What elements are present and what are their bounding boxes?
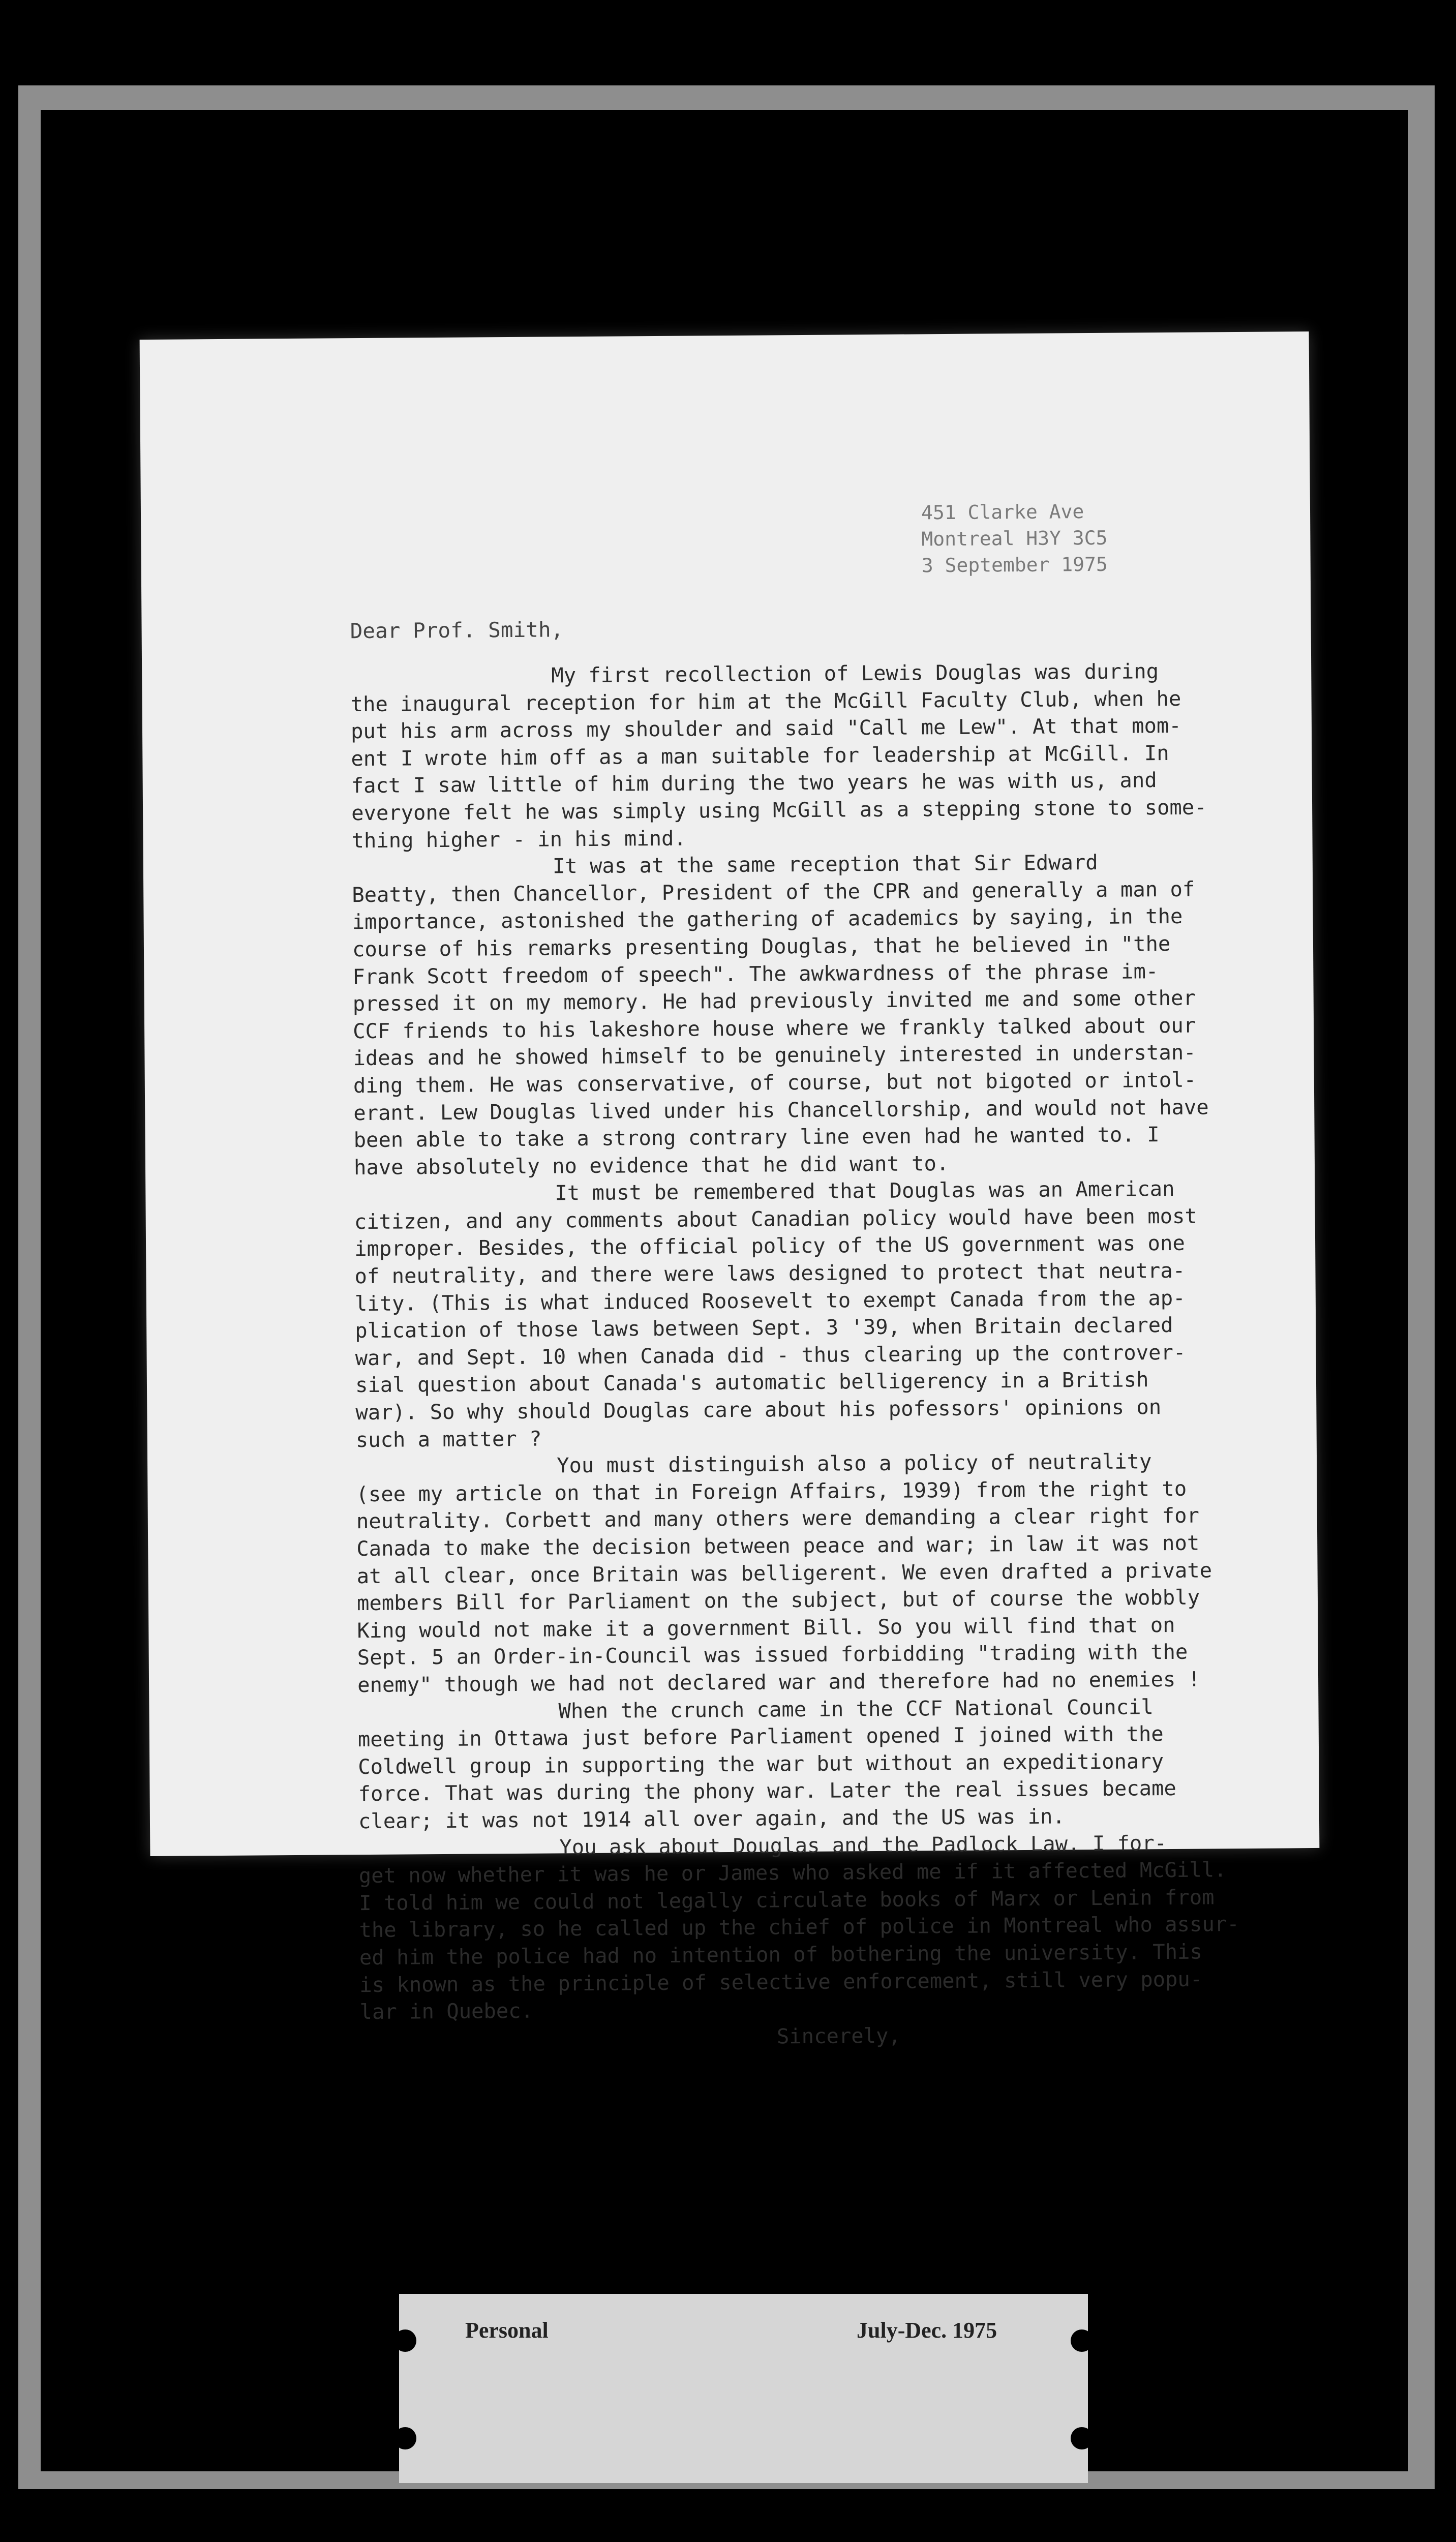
letter-line: such a matter ? (355, 1426, 542, 1452)
letter-line: been able to take a strong contrary line even had he wanted to. I (353, 1122, 1160, 1153)
letter-line: is known as the principle of selective enforcement, still very popu- (359, 1966, 1203, 1997)
letter-line: Sept. 5 an Order-in-Council was issued forbidding "trading with the (357, 1640, 1188, 1670)
letter-line: Frank Scott freedom of speech". The awkwardness of the phrase im- (352, 958, 1159, 989)
letter-line: force. That was during the phony war. Later the real issues became (358, 1776, 1177, 1806)
letter-line: of neutrality, and there were laws designed to protect that neutra- (354, 1258, 1186, 1289)
letter-line: put his arm across my shoulder and said "Call me Lew". At that mom- (350, 713, 1181, 744)
letter-line: You ask about Douglas and the Padlock Law. I for- (559, 1830, 1167, 1859)
letter-line: fact I saw little of him during the two years he was with us, and (351, 768, 1157, 798)
letter-line: war, and Sept. 10 when Canada did - thus clearing up the controver- (355, 1340, 1186, 1370)
letter-line: My first recollection of Lewis Douglas was during (551, 659, 1159, 688)
letter-line: thing higher - in his mind. (351, 826, 686, 853)
sender-address (921, 498, 1108, 579)
letter-line: Canada to make the decision between peace and war; in law it was not (356, 1530, 1200, 1561)
letter-line: ideas and he showed himself to be genuinely interested in understan- (353, 1040, 1196, 1071)
letter-line: clear; it was not 1914 all over again, and the US was in. (358, 1804, 1065, 1834)
letter-line: It was at the same reception that Sir Edward (552, 850, 1098, 879)
letter-line: plication of those laws between Sept. 3 '39, when Britain declared (355, 1313, 1173, 1343)
archive-label-date-range: July-Dec. 1975 (857, 2318, 997, 2343)
letter-line: Beatty, then Chancellor, President of the CPR and generally a man of (352, 876, 1195, 907)
letter-line: course of his remarks presenting Douglas, that he believed in "the (352, 931, 1171, 962)
letter-line: ent I wrote him off as a man suitable for leadership at McGill. In (351, 740, 1169, 771)
salutation: Dear Prof. Smith, (350, 617, 564, 644)
punch-hole (394, 2329, 416, 2352)
punch-hole (1071, 2427, 1093, 2449)
letter-line: have absolutely no evidence that he did want to. (353, 1151, 949, 1179)
letter-line: When the crunch came in the CCF National Council (558, 1694, 1154, 1723)
address-city: Montreal H3Y 3C5 (921, 526, 1108, 551)
letter-line: the library, so he called up the chief of police in Montreal who assur- (359, 1912, 1239, 1943)
letter-line: It must be remembered that Douglas was an American (555, 1176, 1175, 1205)
letter-line: everyone felt he was simply using McGill as a stepping stone to some- (351, 795, 1207, 826)
punch-hole (394, 2427, 416, 2449)
letter-body (350, 657, 1270, 2053)
letter-line: Coldwell group in supporting the war but without an expeditionary (358, 1748, 1164, 1779)
letter-date: 3 September 1975 (921, 553, 1108, 577)
address-street: 451 Clarke Ave (921, 500, 1084, 524)
letter-line: neutrality. Corbett and many others were demanding a clear right for (356, 1503, 1200, 1534)
punch-hole (1071, 2329, 1093, 2352)
letter-line: erant. Lew Douglas lived under his Chancellorship, and would not have (353, 1094, 1209, 1125)
archive-label-card (399, 2294, 1088, 2483)
letter-line: sial question about Canada's automatic belligerency in a British (355, 1367, 1149, 1398)
letter-line: King would not make it a government Bill. So you will find that on (357, 1612, 1175, 1643)
archive-label-category: Personal (465, 2318, 549, 2343)
letter-line: You must distinguish also a policy of neutrality (556, 1449, 1152, 1478)
letter-line: CCF friends to his lakeshore house where we frankly talked about our (352, 1013, 1196, 1043)
letter-line: get now whether it was he or James who asked me if it affected McGill. (358, 1857, 1227, 1888)
letter-line: war). So why should Douglas care about his pofessors' opinions on (355, 1395, 1162, 1425)
letter-line: Sincerely, (776, 2023, 901, 2049)
letter-line: citizen, and any comments about Canadian policy would have been most (354, 1203, 1197, 1234)
letter-line: improper. Besides, the official policy of the US government was one (354, 1231, 1185, 1261)
letter-line: importance, astonished the gathering of academics by saying, in the (352, 904, 1183, 934)
letter-line: ed him the police had no intention of bothering the university. This (359, 1939, 1203, 1970)
letter-line: the inaugural reception for him at the McGill Faculty Club, when he (350, 686, 1181, 716)
letter-line: enemy" though we had not declared war and therefore had no enemies ! (357, 1667, 1201, 1698)
letter-line: (see my article on that in Foreign Affairs, 1939) from the right to (356, 1476, 1187, 1506)
letter-line: lar in Quebec. (359, 1998, 534, 2024)
letter-page (140, 331, 1320, 2049)
letter-line: I told him we could not legally circulate books of Marx or Lenin from (358, 1885, 1215, 1915)
letter-line: meeting in Ottawa just before Parliament opened I joined with the (357, 1721, 1164, 1752)
letter-line: at all clear, once Britain was belligerent. We even drafted a private (356, 1557, 1212, 1588)
letter-line: ding them. He was conservative, of course, but not bigoted or intol- (353, 1067, 1197, 1098)
letter-line: lity. (This is what induced Roosevelt to exempt Canada from the ap- (354, 1285, 1186, 1316)
letter-line: pressed it on my memory. He had previously invited me and some other (352, 985, 1196, 1016)
letter-line: members Bill for Parliament on the subject, but of course the wobbly (356, 1585, 1200, 1616)
